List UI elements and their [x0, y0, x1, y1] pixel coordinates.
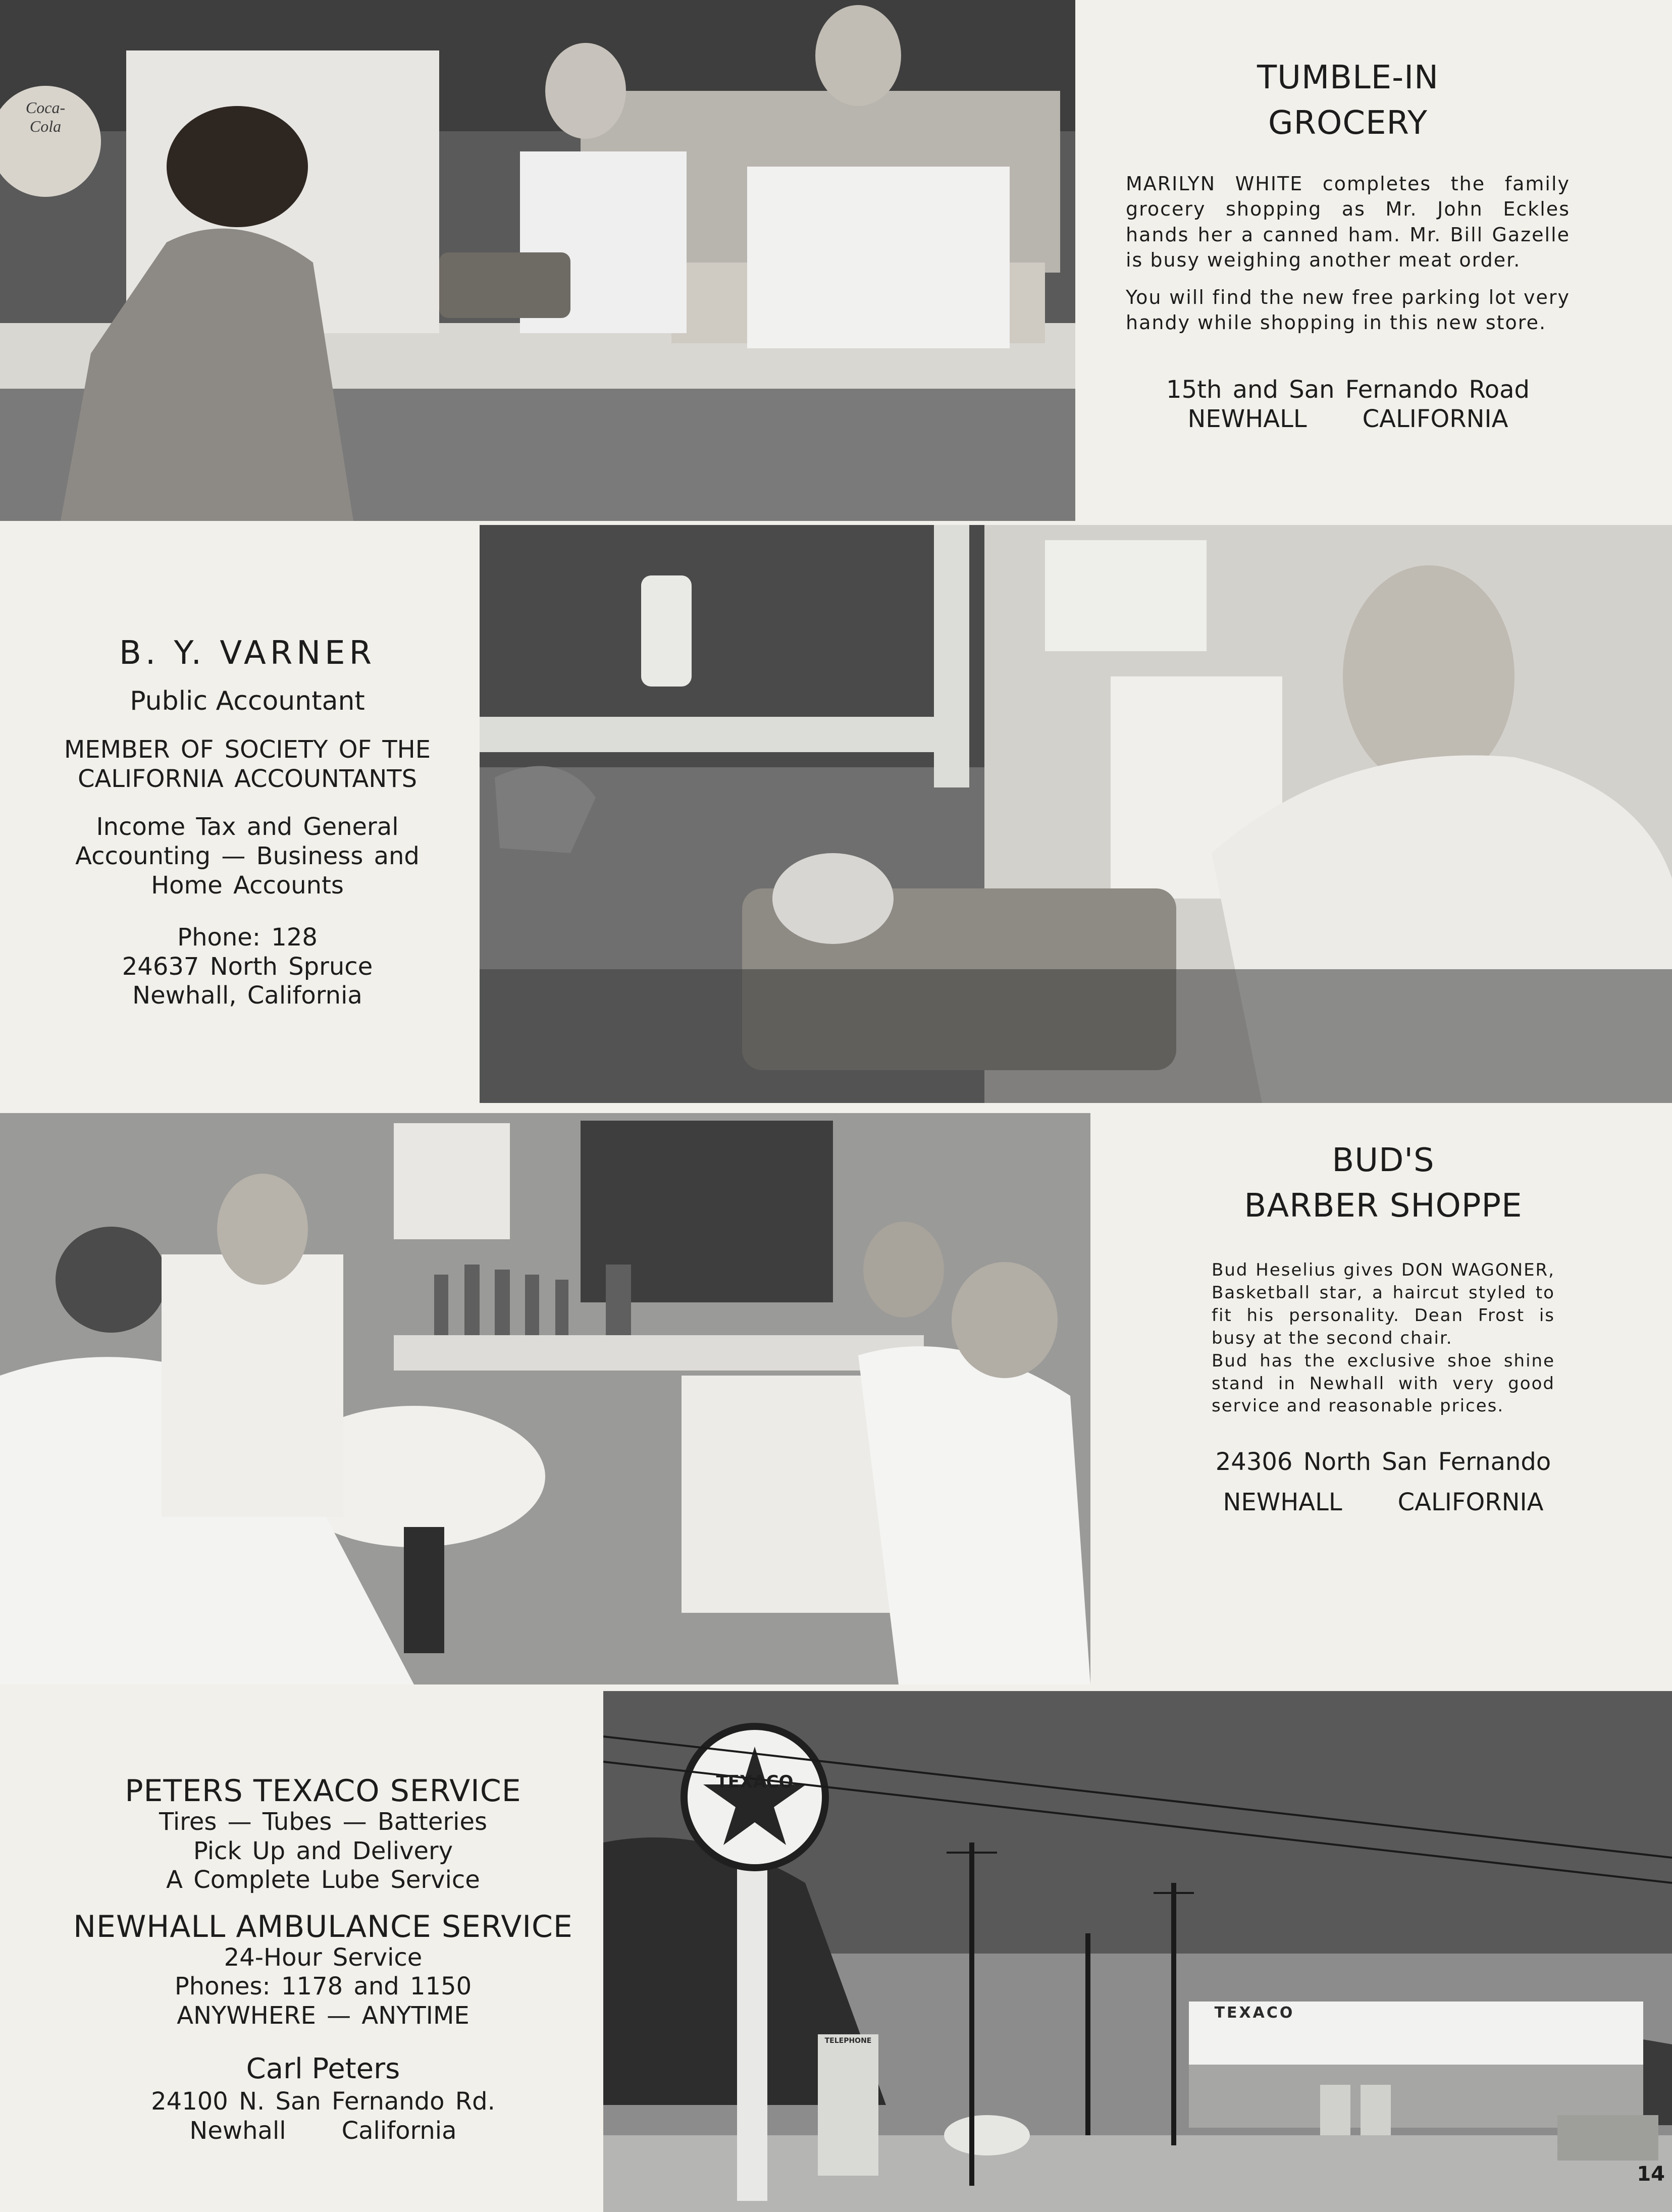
barber-city: NEWHALL — [1223, 1488, 1342, 1516]
barber-city-state — [1212, 1488, 1555, 1517]
varner-membership-line2: CALIFORNIA ACCOUNTANTS — [77, 764, 417, 793]
ambulance-phones: Phones: 1178 and 1150 — [174, 1972, 472, 2001]
barber-address: 24306 North San Fernando — [1215, 1448, 1551, 1477]
texaco-address: 24100 N. San Fernando Rd. — [151, 2087, 495, 2116]
varner-city: Newhall, California — [132, 981, 362, 1010]
barber-photo — [0, 1113, 1090, 1684]
barber-caption: Bud Heselius gives DON WAGONER, Basketball star, a haircut styled to fit his personality. Dean Frost is busy at the second chair. — [1212, 1260, 1555, 1348]
texaco-services-line3: A Complete Lube Service — [166, 1866, 480, 1894]
grocery-address: 15th and San Fernando Road — [1166, 376, 1530, 404]
grocery-caption: MARILYN WHITE completes the family grocery shopping as Mr. John Eckles hands her a canned ham. Mr. Bill Gazelle is busy weighing another meat order. — [1126, 173, 1570, 271]
varner-text-block — [30, 631, 464, 1011]
texaco-station-text: TEXACO — [1214, 2004, 1295, 2022]
ambulance-line1: 24-Hour Service — [224, 1943, 423, 1972]
texaco-services-line1: Tires — Tubes — Batteries — [159, 1808, 487, 1836]
varner-services-line1: Income Tax and General — [96, 813, 399, 841]
ambulance-title: NEWHALL AMBULANCE SERVICE — [73, 1909, 573, 1944]
barber-title-line2: BARBER SHOPPE — [1244, 1187, 1523, 1225]
coca-cola-sign: Coca-Cola — [25, 98, 66, 135]
texaco-sign-text: TEXACO — [716, 1772, 794, 1792]
varner-phone: Phone: 128 — [177, 923, 318, 952]
varner-name: B. Y. VARNER — [119, 635, 376, 672]
page-number: 14 — [1637, 2163, 1665, 2186]
varner-title: Public Accountant — [130, 686, 365, 716]
grocery-city: NEWHALL — [1187, 404, 1307, 433]
varner-services-line3: Home Accounts — [151, 871, 344, 900]
varner-membership-line1: MEMBER OF SOCIETY OF THE — [64, 735, 431, 764]
texaco-state: California — [341, 2116, 457, 2145]
grocery-title-line2: GROCERY — [1268, 104, 1428, 142]
texaco-city: Newhall — [189, 2116, 286, 2145]
grocery-text-block — [1126, 56, 1570, 434]
telephone-booth-text: TELEPHONE — [824, 2037, 872, 2045]
varner-services-line2: Accounting — Business and — [75, 841, 420, 870]
grocery-parking-note: You will find the new free parking lot very handy while shopping in this new store. — [1126, 286, 1570, 334]
barber-title-line1: BUD'S — [1332, 1142, 1435, 1179]
texaco-city-state — [40, 2117, 606, 2146]
texaco-owner: Carl Peters — [246, 2052, 400, 2085]
varner-address: 24637 North Spruce — [122, 952, 373, 981]
varner-photo — [480, 525, 1672, 1103]
barber-state: CALIFORNIA — [1397, 1488, 1544, 1516]
grocery-title-line1: TUMBLE-IN — [1257, 59, 1439, 96]
texaco-photo — [603, 1691, 1672, 2212]
texaco-title: PETERS TEXACO SERVICE — [125, 1773, 521, 1809]
grocery-photo — [0, 0, 1075, 521]
barber-text-block — [1212, 1138, 1555, 1517]
grocery-state: CALIFORNIA — [1362, 404, 1508, 433]
ambulance-line3: ANYWHERE — ANYTIME — [177, 2001, 469, 2030]
grocery-city-state — [1126, 405, 1570, 434]
texaco-text-block — [40, 1774, 606, 2146]
barber-shoe-shine-note: Bud has the exclusive shoe shine stand in Newhall with very good service and reasonable prices. — [1212, 1350, 1555, 1416]
texaco-services-line2: Pick Up and Delivery — [193, 1836, 453, 1865]
